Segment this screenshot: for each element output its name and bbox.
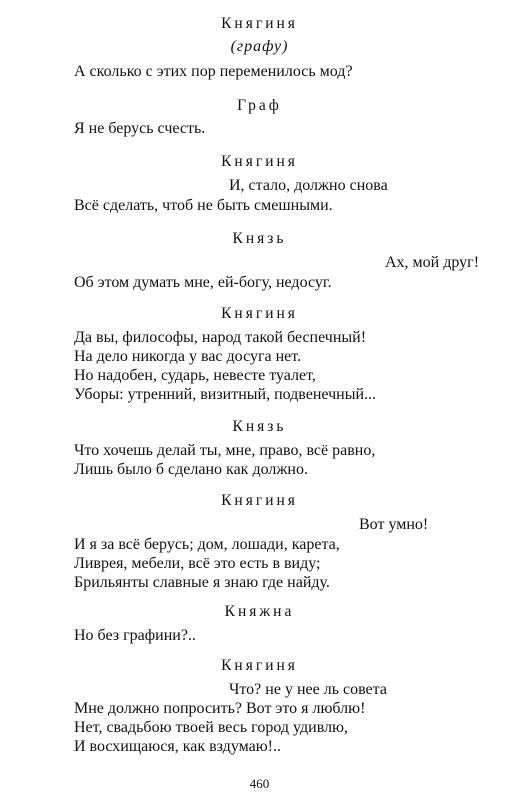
- verse-line: Ах, мой друг!: [385, 254, 480, 271]
- verse-line: Ливрея, мебели, всё это есть в виду;: [74, 555, 321, 572]
- verse-line: И восхищаюся, как вздумаю!..: [74, 738, 282, 755]
- verse-line: Мне должно попросить? Вот это я люблю!: [74, 700, 366, 717]
- verse-line: Об этом думать мне, ей-богу, недосуг.: [74, 274, 332, 291]
- verse-line: Но без графини?..: [74, 627, 196, 644]
- verse-line: А сколько с этих пор переменилось мод?: [74, 63, 353, 80]
- speaker-name: Княгиня: [221, 15, 298, 32]
- verse-line: Да вы, философы, народ такой беспечный!: [74, 329, 367, 346]
- speaker-name: Княжна: [224, 603, 295, 620]
- speaker-name: Князь: [232, 418, 287, 435]
- verse-line: Что? не у нее ль совета: [229, 681, 387, 698]
- speaker-name: Княгиня: [221, 492, 298, 509]
- verse-line: Уборы: утренний, визитный, подвенечный...: [74, 386, 377, 403]
- speaker-name: Княгиня: [221, 305, 298, 322]
- verse-line: На дело никогда у вас досуга нет.: [74, 348, 302, 365]
- verse-line: Вот умно!: [359, 516, 429, 533]
- verse-line: Всё сделать, чтоб не быть смешными.: [74, 197, 333, 214]
- stage-direction: (графу): [230, 38, 289, 55]
- speaker-name: Граф: [237, 97, 282, 114]
- verse-line: Брильянты славные я знаю где найду.: [74, 574, 330, 591]
- verse-line: Лишь было б сделано как должно.: [74, 461, 308, 478]
- speaker-name: Княгиня: [221, 153, 298, 170]
- speaker-name: Князь: [232, 230, 287, 247]
- verse-line: И, стало, должно снова: [229, 177, 388, 194]
- speaker-name: Княгиня: [221, 657, 298, 674]
- page-number: 460: [249, 776, 270, 791]
- verse-line: Но надобен, сударь, невесте туалет,: [74, 367, 316, 384]
- verse-line: Что хочешь делай ты, мне, право, всё равно,: [74, 442, 376, 459]
- verse-line: Нет, свадьбою твоей весь город удивлю,: [74, 719, 348, 736]
- verse-line: Я не берусь счесть.: [74, 120, 206, 137]
- verse-line: И я за всё берусь; дом, лошади, карета,: [74, 536, 340, 553]
